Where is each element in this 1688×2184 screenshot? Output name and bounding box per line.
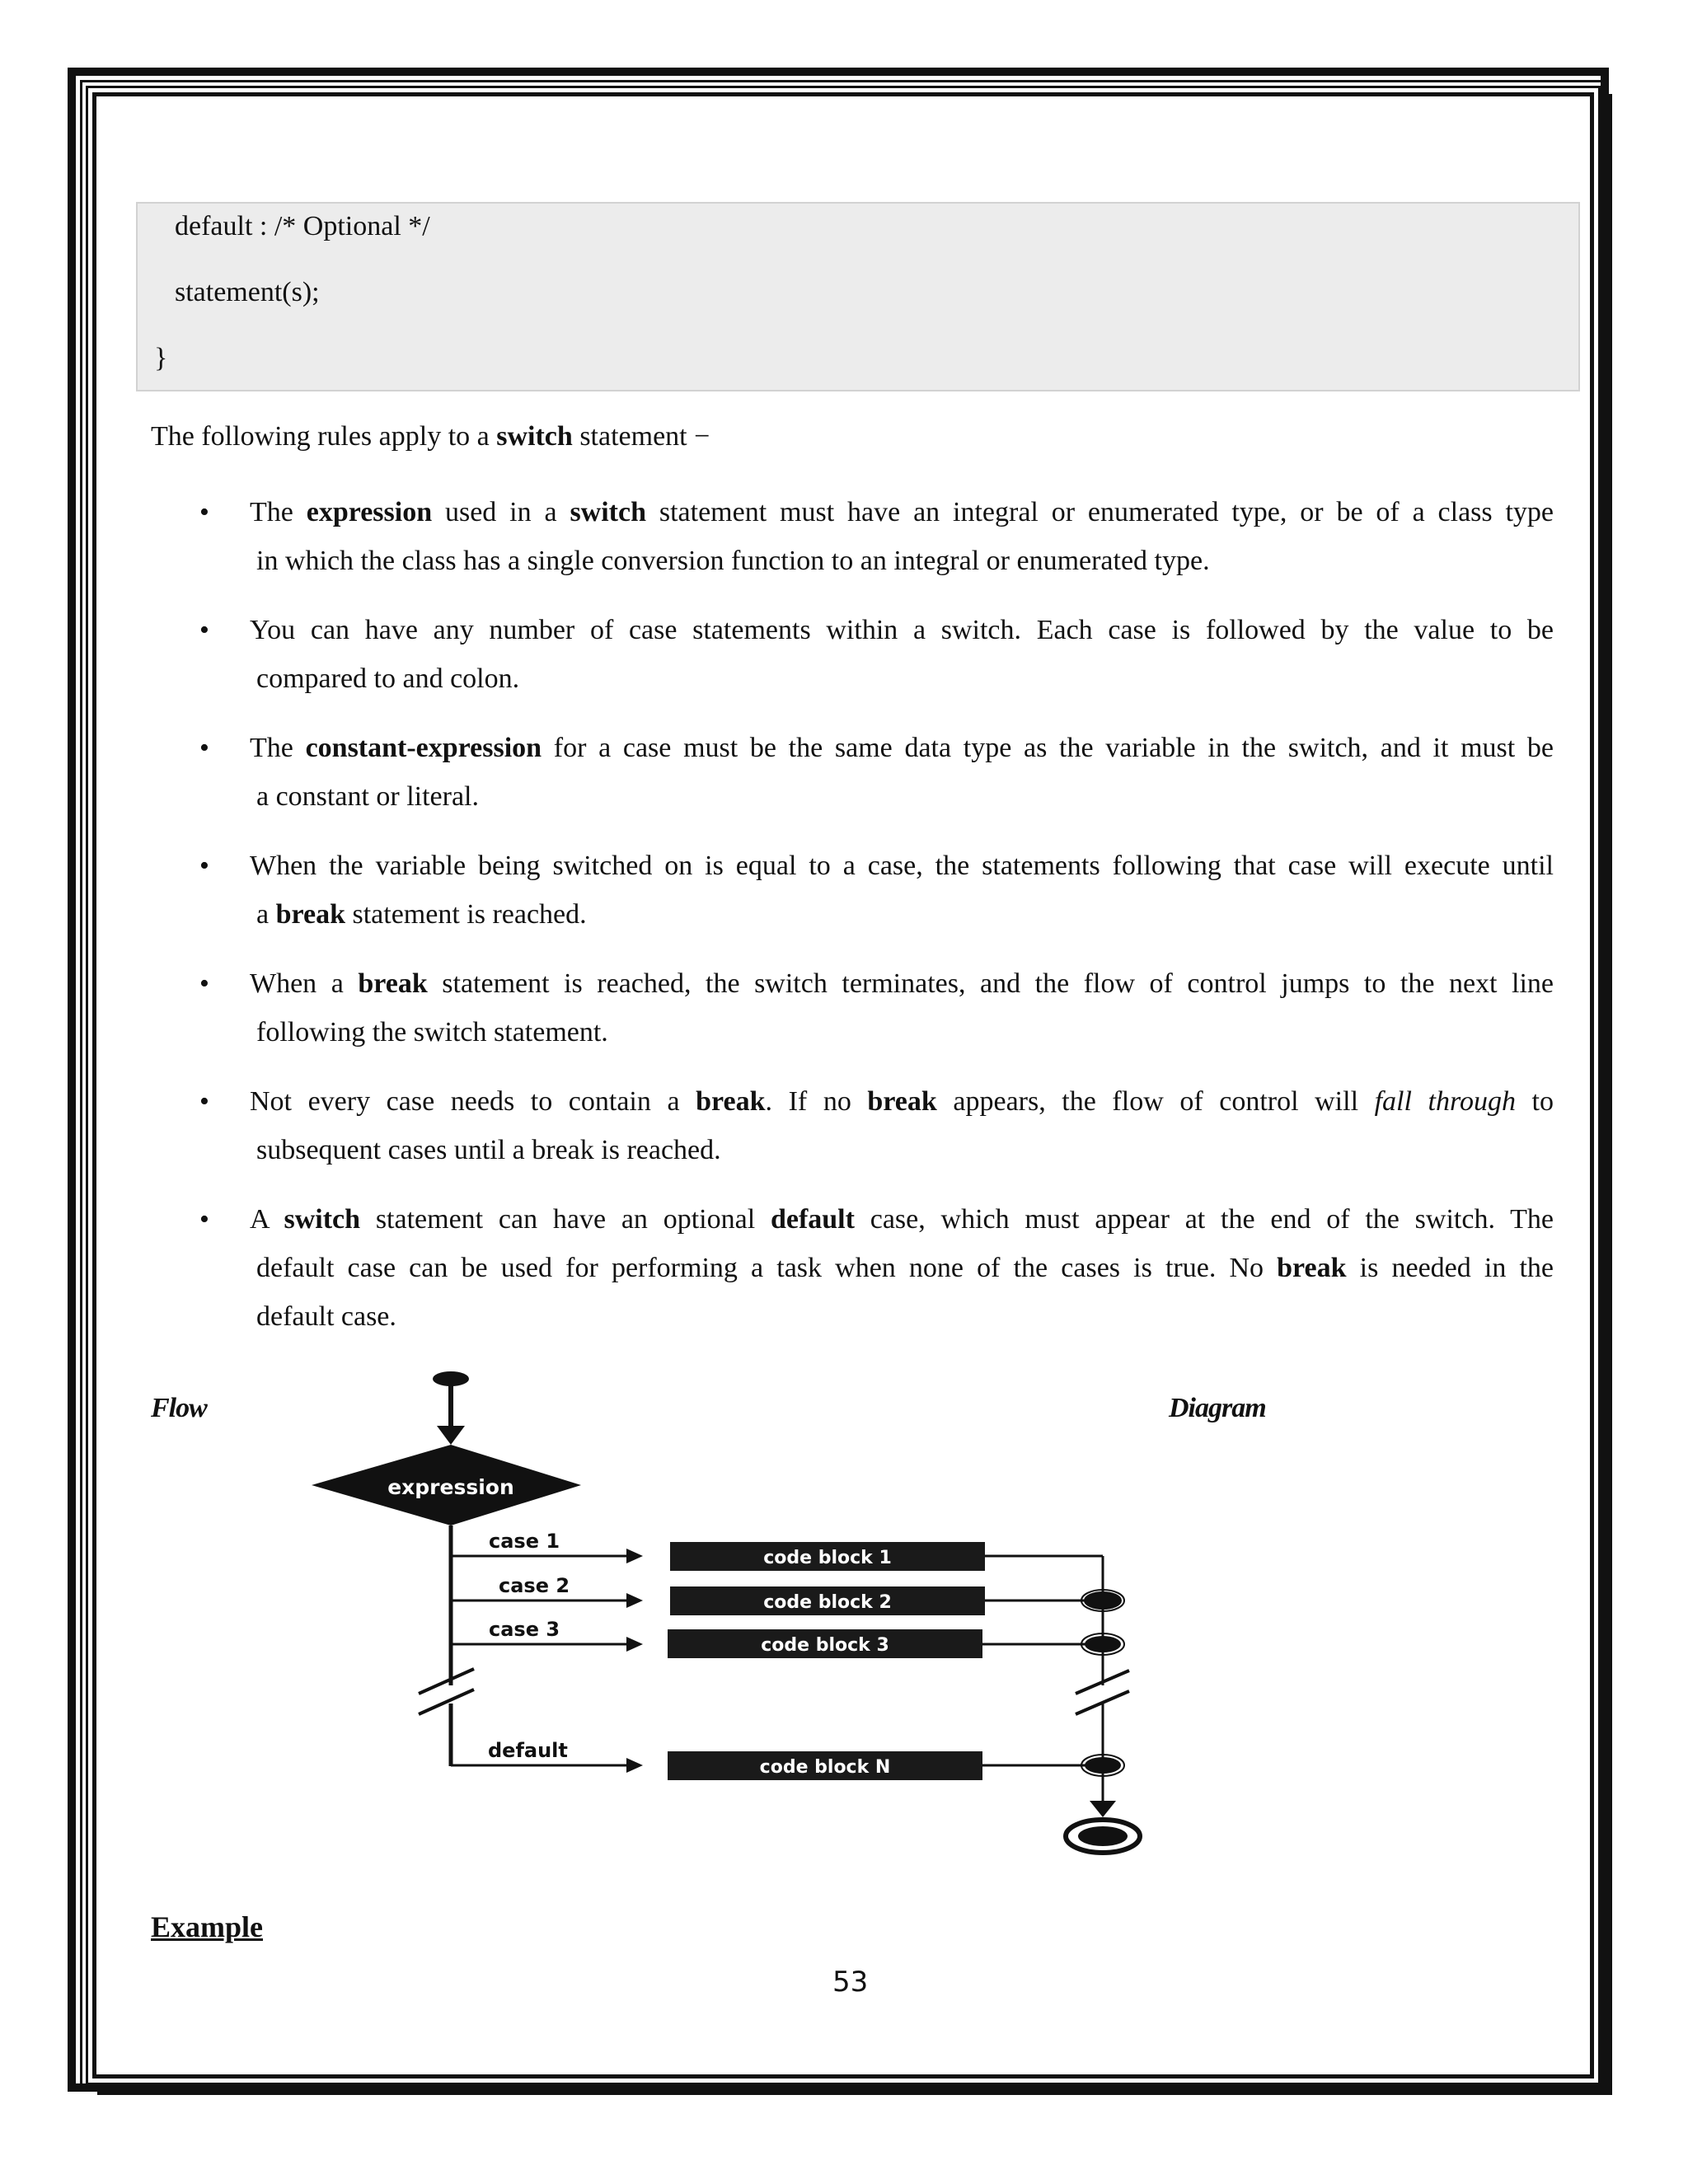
rule-line: default case can be used for performing a task when none of the cases is true. No break is needed in the (256, 1253, 1554, 1283)
rule-item (199, 1195, 1554, 1341)
code-block-n-label: code block N (759, 1757, 891, 1778)
rule-item (199, 488, 1554, 585)
code-block (136, 202, 1580, 391)
bullet-icon: • (199, 851, 209, 881)
merge-node-n (1085, 1757, 1121, 1774)
rule-line: a constant or literal. (256, 781, 480, 812)
code-line: statement(s); (175, 277, 320, 307)
bullet-icon: • (199, 733, 209, 763)
rule-keyword: switch (284, 1204, 361, 1235)
case-branch-3 (451, 1618, 1103, 1658)
bullet-icon: • (199, 615, 209, 645)
rule-item (199, 959, 1554, 1057)
case-1-label: case 1 (489, 1530, 560, 1553)
code-line: } (154, 343, 168, 373)
code-block-3-label: code block 3 (761, 1635, 889, 1656)
rule-line: Not every case needs to contain a break. If no break appears, the flow of control will fall through to (250, 1086, 1554, 1117)
flow-heading-right: Diagram (1169, 1393, 1266, 1423)
bullet-icon: • (199, 1204, 209, 1235)
rule-keyword: break (696, 1086, 766, 1117)
rule-line: subsequent cases until a break is reached. (256, 1135, 721, 1165)
rule-item (199, 606, 1554, 703)
rule-item (199, 841, 1554, 939)
example-heading: Example (151, 1910, 264, 1943)
case-branch-2 (451, 1574, 1103, 1615)
flow-diagram (297, 1364, 1162, 1858)
merge-node-3 (1085, 1636, 1121, 1652)
bullet-icon: • (199, 497, 209, 527)
default-branch (451, 1739, 1103, 1780)
break-mark-left-2 (419, 1690, 474, 1714)
page-border-shadow-right (1601, 94, 1612, 2095)
case-3-label: case 3 (489, 1618, 560, 1641)
rule-line: compared to and colon. (256, 663, 520, 694)
code-block-1-label: code block 1 (763, 1548, 892, 1568)
rule-line: The constant-expression for a case must be the same data type as the variable in the switch, and it must be (250, 733, 1554, 763)
rule-item (199, 1077, 1554, 1174)
rule-line: default case. (256, 1301, 396, 1332)
start-node (433, 1371, 469, 1386)
end-arrowhead (1090, 1801, 1116, 1817)
merge-node-2 (1085, 1592, 1121, 1609)
rule-keyword: break (1277, 1253, 1347, 1283)
page-number: 53 (832, 1966, 869, 1999)
rule-line: A switch statement can have an optional default case, which must appear at the end of the switch. The (250, 1204, 1554, 1235)
rule-line: The expression used in a switch statement must have an integral or enumerated type, or be of a class type (250, 497, 1554, 527)
rule-line: following the switch statement. (256, 1017, 608, 1047)
case-2-label: case 2 (499, 1574, 570, 1597)
code-line: default : /* Optional */ (175, 211, 430, 241)
rule-line: a break statement is reached. (256, 899, 587, 930)
rules-intro-end: statement − (572, 421, 710, 452)
case-3-arrowhead (626, 1637, 643, 1652)
rule-keyword: break (867, 1086, 937, 1117)
bullet-icon: • (199, 968, 209, 999)
rule-keyword: break (358, 968, 428, 999)
rule-item (199, 724, 1554, 821)
rule-keyword: switch (570, 497, 647, 527)
code-block-2-label: code block 2 (763, 1592, 892, 1613)
rule-keyword: constant-expression (305, 733, 542, 763)
end-node (1078, 1826, 1128, 1846)
case-1-arrowhead (626, 1549, 643, 1563)
rule-line: You can have any number of case statements within a switch. Each case is followed by the value to be (250, 615, 1554, 645)
page-border-shadow-bottom (97, 2083, 1612, 2095)
rule-keyword: expression (306, 497, 433, 527)
start-arrowhead (437, 1426, 465, 1445)
flow-heading-left: Flow (151, 1393, 207, 1423)
case-branch-1 (451, 1530, 1103, 1571)
rules-intro-keyword: switch (496, 421, 573, 452)
rules-intro-text: The following rules apply to a (151, 421, 497, 452)
rule-keyword: break (275, 899, 345, 930)
rule-emphasis: fall through (1374, 1086, 1516, 1117)
case-2-arrowhead (626, 1593, 643, 1608)
rule-line: in which the class has a single conversion function to an integral or enumerated type. (256, 546, 1210, 576)
rules-intro (151, 420, 710, 453)
decision-label: expression (387, 1475, 514, 1499)
default-label: default (488, 1739, 568, 1762)
default-arrowhead (626, 1758, 643, 1773)
rule-line: When the variable being switched on is equal to a case, the statements following that case will execute until (250, 851, 1554, 881)
bullet-icon: • (199, 1086, 209, 1117)
rule-line: When a break statement is reached, the switch terminates, and the flow of control jumps to the next line (250, 968, 1554, 999)
break-mark-left-1 (419, 1669, 474, 1694)
rule-keyword: default (770, 1204, 855, 1235)
